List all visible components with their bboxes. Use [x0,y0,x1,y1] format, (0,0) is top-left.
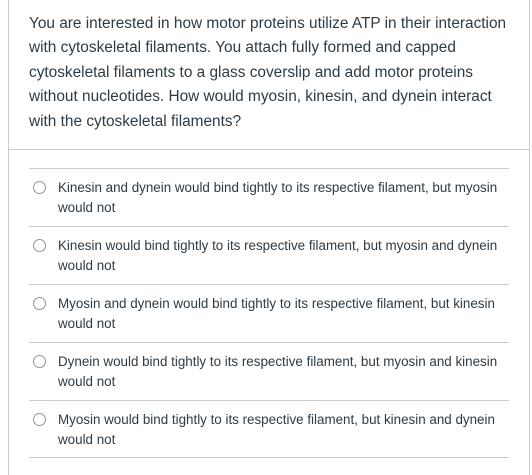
answer-label: Kinesin and dynein would bind tightly to its respective filament, but myosin would not [58,180,498,215]
question-text: You are interested in how motor proteins utilize ATP in their interaction with cytoskeletal filaments. You attach fully formed and capped cytoskeletal filaments to a glass coverslip and add motor proteins without nucleotides. How would myosin, kinesin, and dynein interact with the cytoskeletal filaments? [29,15,507,130]
radio-button[interactable] [33,239,46,252]
radio-button[interactable] [33,413,46,426]
radio-button[interactable] [33,297,46,310]
answer-option-5[interactable] [29,400,509,458]
answer-option-3[interactable] [29,284,509,342]
answer-label: Dynein would bind tightly to its respective filament, but myosin and kinesin would not [58,354,498,389]
radio-button[interactable] [33,181,46,194]
question-header [9,0,529,150]
question-card [8,0,530,475]
answer-label: Myosin and dynein would bind tightly to its respective filament, but kinesin would not [58,296,495,331]
answer-option-1[interactable] [29,168,509,226]
answer-option-4[interactable] [29,342,509,400]
answer-option-2[interactable] [29,226,509,284]
radio-button[interactable] [33,355,46,368]
answer-label: Myosin would bind tightly to its respective filament, but kinesin and dynein would not [58,412,495,447]
answer-list [9,150,529,458]
answer-label: Kinesin would bind tightly to its respective filament, but myosin and dynein would not [58,238,498,273]
